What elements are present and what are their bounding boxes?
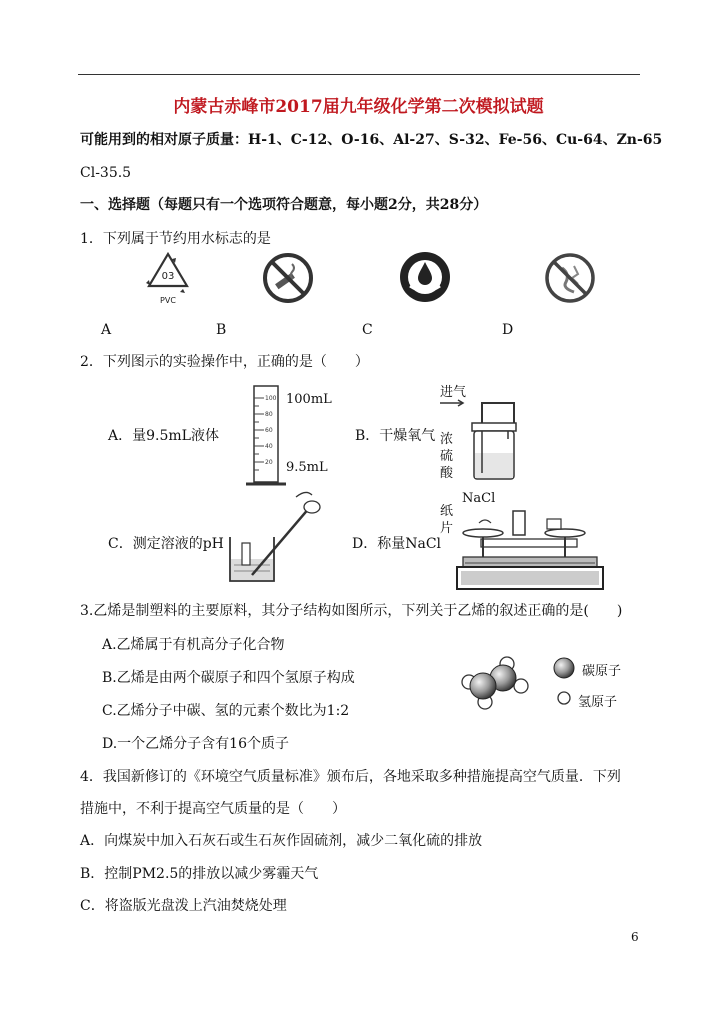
q3-option-d: D.一个乙烯分子含有16个质子 — [102, 736, 289, 752]
legend-carbon: 碳原子 — [582, 664, 622, 679]
q1-option-d: D — [502, 322, 514, 338]
atomic-masses-line1: 可能用到的相对原子质量：H-1、C-12、O-16、Al-27、S-32、Fe-56、Cu-64、Zn-65 — [80, 132, 663, 148]
cylinder-tick-label: 60 — [265, 427, 273, 434]
q2-option-d: D．称量NaCl — [352, 536, 442, 552]
q1-option-a: A — [101, 322, 112, 338]
legend-hydrogen: 氢原子 — [578, 695, 618, 710]
recycle-number: 03 — [161, 271, 175, 282]
q2-option-a: A．量9.5mL液体 — [108, 428, 219, 444]
acid-label: 浓 硫 酸 — [440, 432, 454, 481]
q4-stem-line2: 措施中，不利于提高空气质量的是（ ） — [80, 801, 346, 817]
molecule-legend-icons — [552, 656, 578, 708]
no-smoking-icon — [262, 252, 314, 304]
ethylene-molecule-diagram — [455, 650, 535, 712]
q3-option-b: B.乙烯是由两个碳原子和四个氢原子构成 — [102, 670, 355, 686]
q1-option-c: C — [362, 322, 373, 338]
balance-diagram — [455, 505, 605, 593]
section-heading: 一、选择题（每题只有一个选项符合题意，每小题2分，共28分） — [80, 197, 488, 213]
cylinder-volume-label: 9.5mL — [286, 460, 328, 475]
page-number: 6 — [631, 930, 639, 944]
q3-option-c: C.乙烯分子中碳、氢的元素个数比为1:2 — [102, 703, 350, 719]
cylinder-capacity-label: 100mL — [286, 392, 332, 407]
q2-stem: 2．下列图示的实验操作中，正确的是（ ） — [80, 354, 369, 370]
gas-inlet-label: 进气 — [440, 385, 467, 400]
q2-option-b: B．干燥氧气 — [355, 428, 436, 444]
atomic-masses-line2: Cl-35.5 — [80, 165, 132, 181]
cylinder-tick-label: 100 — [265, 395, 277, 402]
q4-option-a: A．向煤炭中加入石灰石或生石灰作固硫剂，减少二氧化硫的排放 — [80, 833, 483, 849]
paper-label: 纸 片 — [440, 504, 454, 536]
gas-washing-bottle-diagram — [438, 395, 528, 485]
q4-stem-line1: 4．我国新修订的《环境空气质量标准》颁布后，各地采取多种措施提高空气质量．下列 — [80, 769, 621, 785]
q3-option-a: A.乙烯属于有机高分子化合物 — [102, 637, 285, 653]
q3-stem: 3.乙烯是制塑料的主要原料，其分子结构如图所示，下列关于乙烯的叙述正确的是( ) — [80, 603, 623, 619]
q2-option-c: C．测定溶液的pH — [108, 536, 224, 552]
cylinder-tick-label: 20 — [265, 459, 273, 466]
header-rule — [78, 74, 640, 75]
page-title: 内蒙古赤峰市2017届九年级化学第二次模拟试题 — [173, 97, 544, 117]
recycle-symbol-icon — [143, 249, 193, 311]
q4-option-b: B．控制PM2.5的排放以减少雾霾天气 — [80, 866, 319, 882]
ph-test-diagram — [216, 487, 336, 587]
recycle-code: PVC — [160, 296, 176, 305]
cylinder-tick-label: 80 — [265, 411, 273, 418]
no-littering-icon — [544, 252, 596, 304]
q1-stem: 1．下列属于节约用水标志的是 — [80, 231, 271, 247]
nacl-label: NaCl — [462, 491, 496, 506]
cylinder-tick-label: 40 — [265, 443, 273, 450]
q1-option-b: B — [216, 322, 227, 338]
q4-option-c: C．将盗版光盘泼上汽油焚烧处理 — [80, 898, 287, 914]
water-saving-icon — [398, 250, 452, 304]
